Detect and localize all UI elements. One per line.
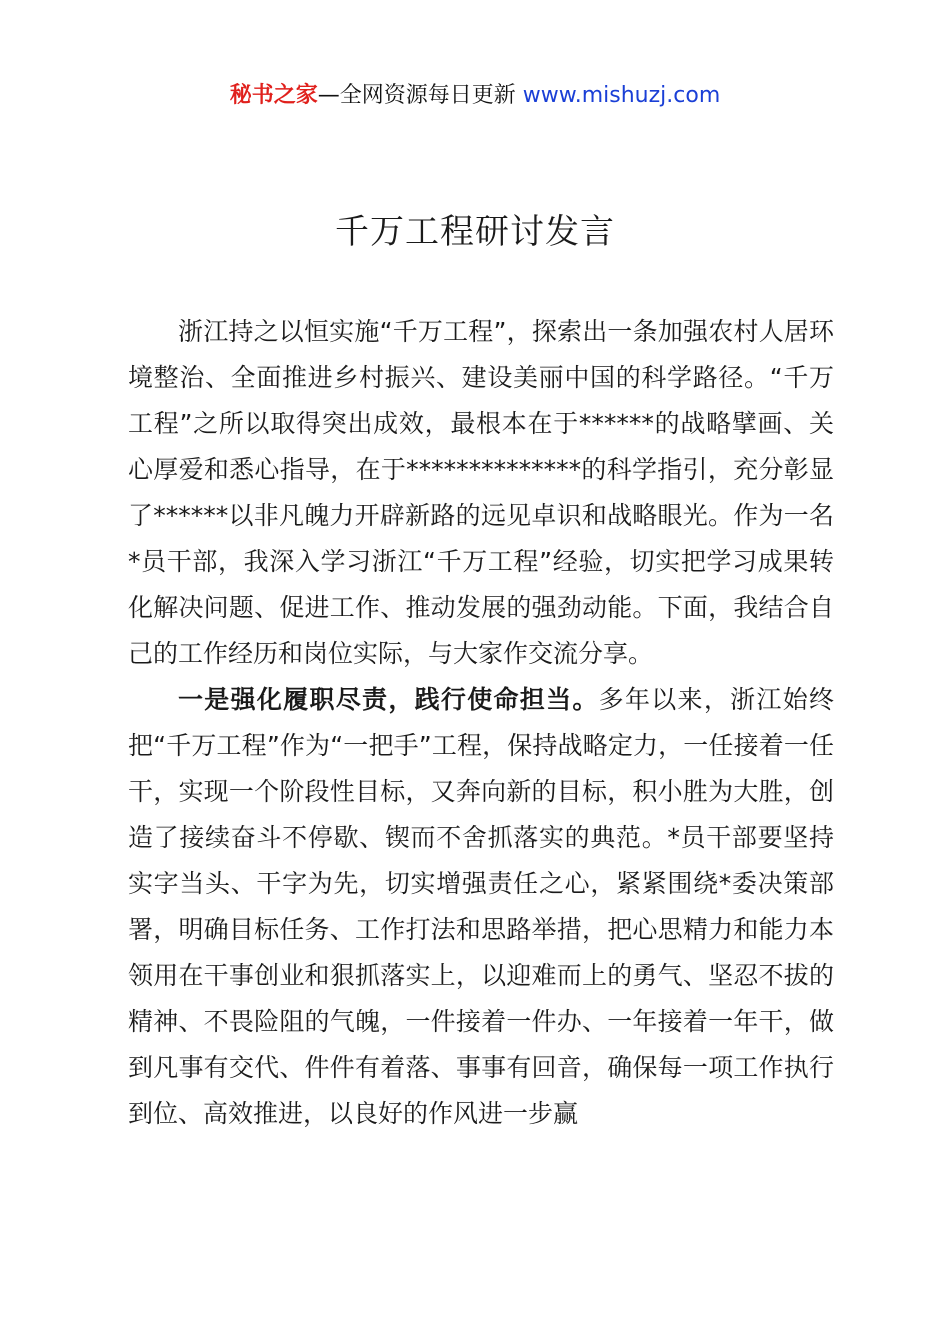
paragraph-point-one bbox=[128, 677, 834, 1137]
document-title: 千万工程研讨发言 bbox=[335, 212, 615, 252]
document-body bbox=[128, 309, 834, 1137]
paragraph-point-one-heading: 一是强化履职尽责，践行使命担当。 bbox=[178, 685, 599, 714]
brand-name: 秘书之家 bbox=[229, 83, 318, 108]
paragraph-intro bbox=[128, 309, 834, 677]
paragraph-intro-text: 浙江持之以恒实施“千万工程”，探索出一条加强农村人居环境整治、全面推进乡村振兴、建设美丽中国的科学路径。“千万工程”之所以取得突出成效，最根本在于******的战略擘画、关心厚爱和悉心指导，在于**************的科学指引，充分彰显了******以非凡魄力开辟新路的远见卓识和战略眼光。作为一名*员干部，我深入学习浙江“千万工程”经验，切实把学习成果转化解决问题、促进工作、推动发展的强劲动能。下面，我结合自己的工作经历和岗位实际，与大家作交流分享。 bbox=[128, 317, 834, 668]
paragraph-point-one-text: 多年以来，浙江始终把“千万工程”作为“一把手”工程，保持战略定力，一任接着一任干，实现一个阶段性目标，又奔向新的目标，积小胜为大胜，创造了接续奋斗不停歇、锲而不舍抓落实的典范。*员干部要坚持实字当头、干字为先，切实增强责任之心，紧紧围绕*委决策部署，明确目标任务、工作打法和思路举措，把心思精力和能力本领用在干事创业和狠抓落实上，以迎难而上的勇气、坚忍不拔的精神、不畏险阻的气魄，一件接着一件办、一年接着一年干，做到凡事有交代、件件有着落、事事有回音，确保每一项工作执行到位、高效推进，以良好的作风进一步赢 bbox=[128, 685, 834, 1128]
site-header bbox=[0, 80, 950, 112]
site-link[interactable]: www.mishuzj.com bbox=[522, 83, 721, 108]
header-tagline: —全网资源每日更新 bbox=[317, 83, 523, 108]
